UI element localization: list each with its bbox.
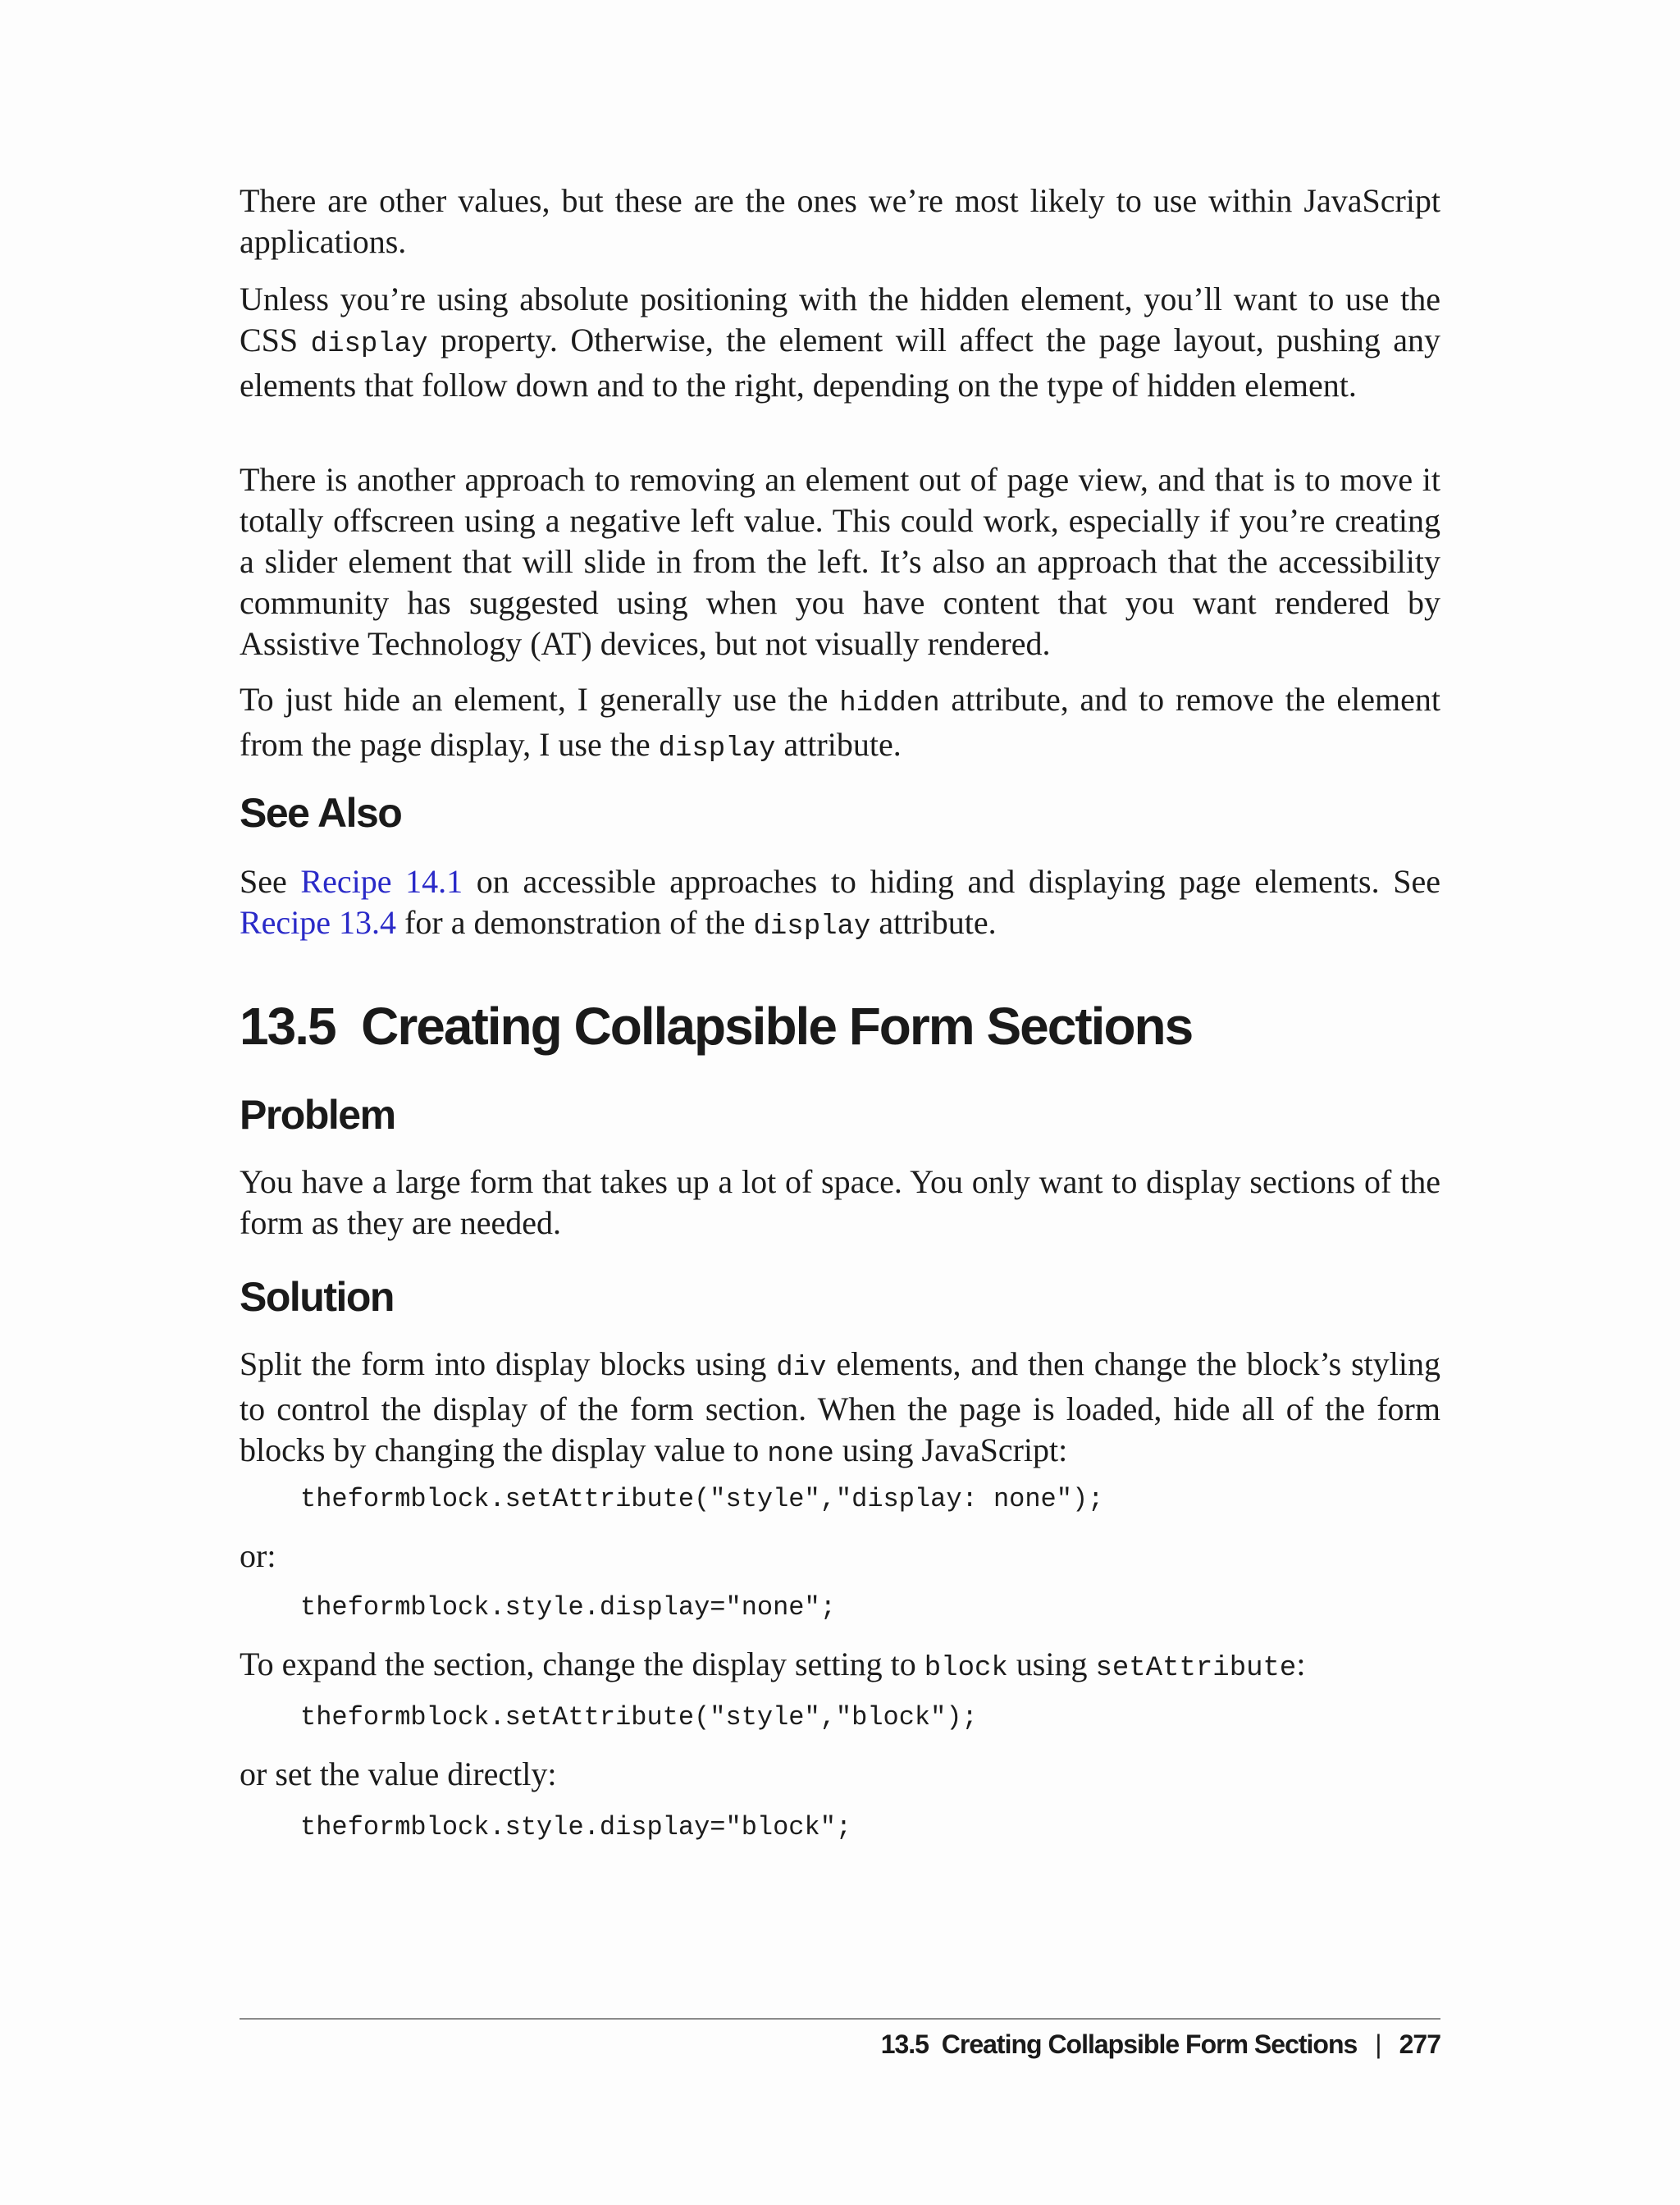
text-fragment: for a demonstration of the: [396, 904, 754, 941]
solution-heading: Solution: [240, 1274, 394, 1320]
or-direct-text-block: [240, 1754, 1440, 1795]
paragraph-other-values: [240, 180, 1440, 262]
code-block-set-attribute-none: [240, 1483, 1440, 1516]
see-also-heading: See Also: [240, 790, 402, 836]
inline-code: setAttribute: [1095, 1653, 1297, 1684]
text-fragment: :: [1296, 1646, 1306, 1682]
code-block: theformblock.setAttribute("style","display: none");: [300, 1484, 1104, 1514]
solution-heading-block: [240, 1273, 1440, 1321]
inline-code: div: [776, 1353, 827, 1384]
or-text-block: [240, 1536, 1440, 1577]
code-block: theformblock.setAttribute("style","block");: [300, 1702, 978, 1732]
inline-code: block: [924, 1653, 1008, 1684]
page-footer: [240, 2029, 1440, 2060]
see-also-heading-block: [240, 789, 1440, 837]
paragraph-offscreen-approach: [240, 459, 1440, 664]
code-block: theformblock.style.display="block";: [300, 1812, 852, 1842]
recipe-14-1-link[interactable]: Recipe 14.1: [300, 863, 463, 900]
recipe-13-4-link[interactable]: Recipe 13.4: [240, 904, 397, 941]
text-fragment: attribute.: [870, 904, 997, 941]
text-fragment: elements, and then change the block’s styling to control the display of the form section. When the page is loaded, hide all of the form blocks by changing the display value to: [240, 1345, 1440, 1468]
footer-separator: |: [1375, 2029, 1381, 2059]
page-number: 277: [1399, 2029, 1440, 2059]
text-fragment: using: [1007, 1646, 1096, 1682]
code-block-style-display-none: [240, 1591, 1440, 1624]
paragraph-text: There are other values, but these are the ones we’re most likely to use within JavaScript applications.: [240, 182, 1440, 260]
text-fragment: property. Otherwise, the element will affect the page layout, pushing any elements that follow down and to the right, depending on the type of hidden element.: [240, 322, 1440, 404]
paragraph-text: There is another approach to removing an element out of page view, and that is to move it totally offscreen using a negative left value. This could work, especially if you’re creating a slider element that will slide in from the left. It’s also an approach that the accessibility community has suggested using when you have content that you want rendered by Assistive Technology (AT) devices, but not visually rendered.: [240, 461, 1440, 662]
section-title-block: [240, 996, 1440, 1057]
paragraph-absolute-positioning: [240, 279, 1440, 406]
text-fragment: using JavaScript:: [833, 1431, 1068, 1468]
text-fragment: attribute, and to remove the element from the page display, I use the: [240, 681, 1440, 763]
text-fragment: To expand the section, change the display setting to: [240, 1646, 924, 1682]
paragraph-text: You have a large form that takes up a lot of space. You only want to display sections of the form as they are needed.: [240, 1163, 1440, 1241]
text-fragment: Split the form into display blocks using: [240, 1345, 777, 1382]
section-title: 13.5 Creating Collapsible Form Sections: [240, 997, 1193, 1056]
problem-heading-block: [240, 1091, 1440, 1139]
code-block-set-attribute-block: [240, 1701, 1440, 1734]
text-fragment: See: [240, 863, 301, 900]
code-block-style-display-block: [240, 1811, 1440, 1844]
text-fragment: Unless you’re using absolute positioning with the hidden element, you’ll want to use the CSS: [240, 281, 1440, 358]
or-text: or:: [240, 1537, 276, 1574]
inline-code: none: [767, 1439, 834, 1470]
footer-divider: [240, 2018, 1440, 2020]
paragraph-see-also: [240, 861, 1440, 947]
text-fragment: on accessible approaches to hiding and displaying page elements. See: [463, 863, 1440, 900]
problem-heading: Problem: [240, 1092, 395, 1138]
text-fragment: attribute.: [775, 726, 902, 763]
paragraph-expand: [240, 1644, 1440, 1689]
footer-section-title: 13.5 Creating Collapsible Form Sections: [880, 2029, 1358, 2059]
inline-code: hidden: [839, 688, 940, 719]
inline-code: display: [310, 329, 428, 360]
paragraph-hide-element: [240, 679, 1440, 769]
paragraph-problem: [240, 1162, 1440, 1244]
text-fragment: To just hide an element, I generally use the: [240, 681, 840, 718]
inline-code: display: [753, 911, 871, 943]
code-block: theformblock.style.display="none";: [300, 1592, 836, 1623]
inline-code: display: [658, 733, 776, 765]
or-direct-text: or set the value directly:: [240, 1755, 557, 1792]
paragraph-solution: [240, 1344, 1440, 1475]
